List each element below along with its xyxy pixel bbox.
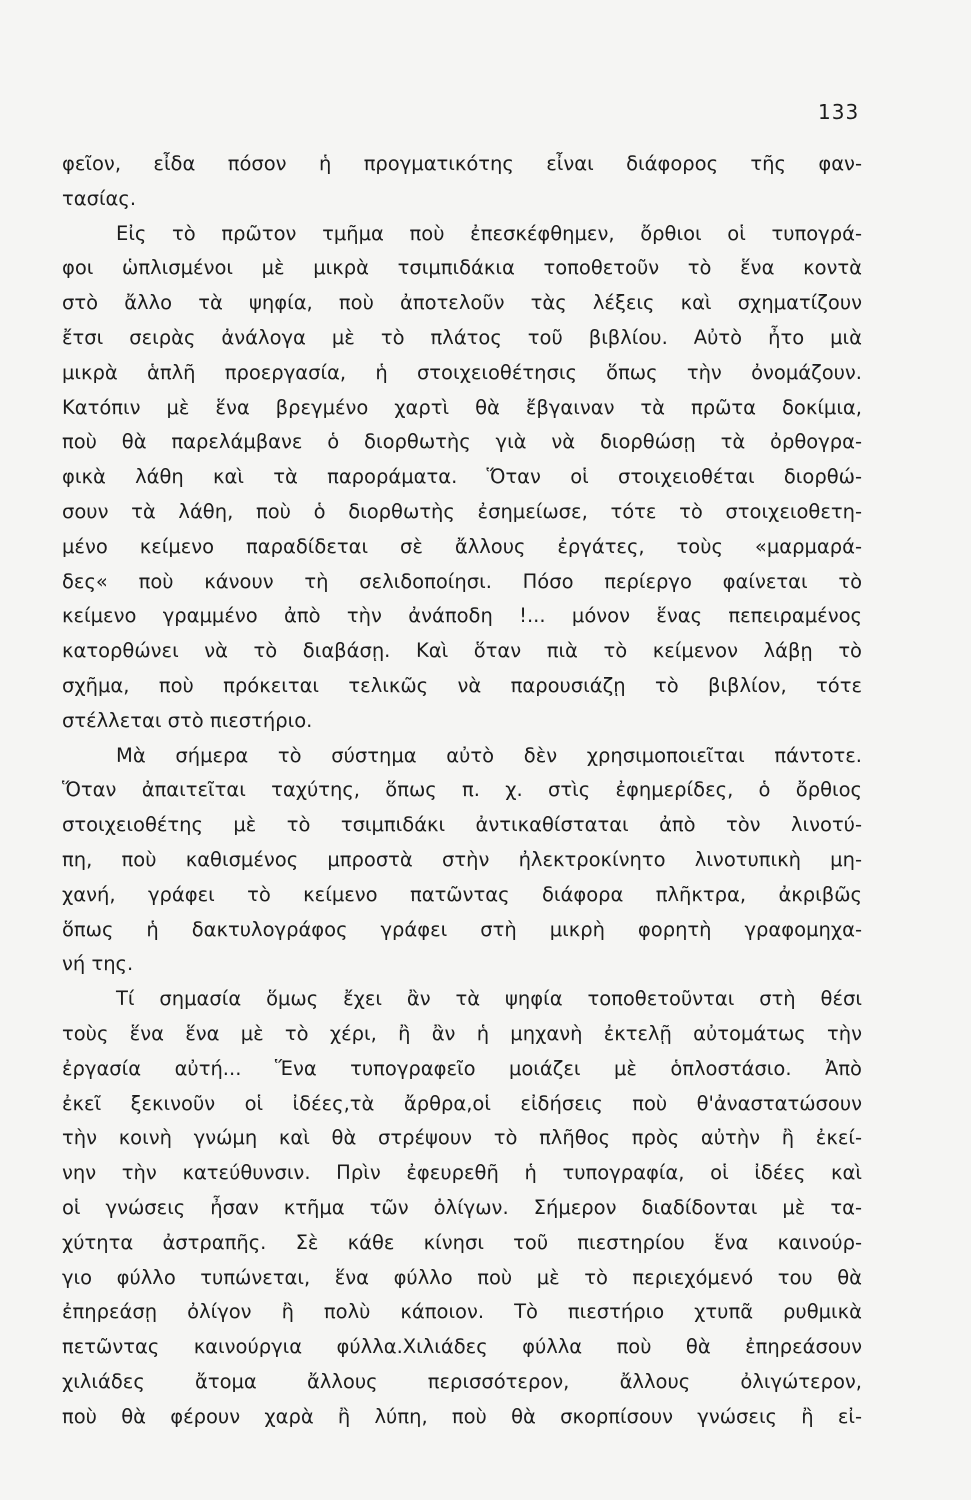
text-line: στοιχειοθέτης μὲ τὸ τσιμπιδάκι ἀντικαθίσταται ἀπὸ τὸν λινοτύ- — [62, 813, 862, 837]
text-line: ἐργασία αὐτή... Ἕνα τυπογραφεῖο μοιάζει μὲ ὁπλοστάσιο. Ἀπὸ — [62, 1056, 862, 1080]
text-line: Κατόπιν μὲ ἕνα βρεγμένο χαρτὶ θὰ ἔβγαιναν τὰ πρῶτα δοκίμια, — [62, 395, 862, 419]
text-line: στέλλεται στὸ πιεστήριο. — [62, 708, 313, 732]
text-line: οἱ γνώσεις ἦσαν κτῆμα τῶν ὀλίγων. Σήμερον διαδίδονται μὲ τα- — [62, 1195, 862, 1219]
text-line: ὅπως ἡ δακτυλογράφος γράφει στὴ μικρὴ φορητὴ γραφομηχα- — [62, 917, 862, 941]
text-line: ποὺ θὰ φέρουν χαρὰ ἢ λύπη, ποὺ θὰ σκορπίσουν γνώσεις ἢ εἰ- — [62, 1404, 862, 1428]
text-line: γιο φύλλο τυπώνεται, ἕνα φύλλο ποὺ μὲ τὸ περιεχόμενό του θὰ — [62, 1265, 862, 1289]
text-line: χανή, γράφει τὸ κείμενο πατῶντας διάφορα πλῆκτρα, ἀκριβῶς — [62, 882, 862, 906]
text-line: πη, ποὺ καθισμένος μπροστὰ στὴν ἠλεκτροκίνητο λινοτυπικὴ μη- — [62, 847, 862, 871]
text-line: φικὰ λάθη καὶ τὰ παροράματα. Ὅταν οἱ στοιχειοθέται διορθώ- — [62, 465, 862, 489]
text-line: χύτητα ἀστραπῆς. Σὲ κάθε κίνησι τοῦ πιεστηρίου ἕνα καινούρ- — [62, 1230, 862, 1254]
text-line: σουν τὰ λάθη, ποὺ ὁ διορθωτὴς ἐσημείωσε, τότε τὸ στοιχειοθετη- — [62, 499, 862, 523]
text-line: φοι ὡπλισμένοι μὲ μικρὰ τσιμπιδάκια τοποθετοῦν τὸ ἕνα κοντὰ — [62, 256, 862, 280]
text-line: Εἰς τὸ πρῶτον τμῆμα ποὺ ἐπεσκέφθημεν, ὄρθιοι οἱ τυπογρά- — [116, 221, 862, 245]
text-line: ἐπηρεάσῃ ὀλίγον ἢ πολὺ κάποιον. Τὸ πιεστήριο χτυπᾶ ρυθμικὰ — [62, 1300, 862, 1324]
text-line: δες« ποὺ κάνουν τὴ σελιδοποίησι. Πόσο περίεργο φαίνεται τὸ — [62, 569, 862, 593]
page-number: 133 — [818, 100, 860, 124]
text-line: Τί σημασία ὅμως ἔχει ἂν τὰ ψηφία τοποθετοῦνται στὴ θέσι — [116, 987, 862, 1011]
text-line: τασίας. — [62, 186, 137, 210]
text-line: τὴν κοινὴ γνώμη καὶ θὰ στρέψουν τὸ πλῆθος πρὸς αὐτὴν ἢ ἐκεί- — [62, 1126, 862, 1150]
text-line: νην τὴν κατεύθυνσιν. Πρὶν ἐφευρεθῆ ἡ τυπογραφία, οἱ ἰδέες καὶ — [62, 1161, 862, 1185]
text-line: ἐκεῖ ξεκινοῦν οἱ ἰδέες,τὰ ἄρθρα,οἱ εἰδήσεις ποὺ θ'ἀναστατώσουν — [62, 1091, 862, 1115]
body-text — [62, 147, 862, 1434]
text-line: στὸ ἄλλο τὰ ψηφία, ποὺ ἀποτελοῦν τὰς λέξεις καὶ σχηματίζουν — [62, 291, 862, 315]
text-line: πετῶντας καινούργια φύλλα.Χιλιάδες φύλλα ποὺ θὰ ἐπηρεάσουν — [62, 1335, 862, 1359]
text-line: κείμενο γραμμένο ἀπὸ τὴν ἀνάποδη !... μόνον ἕνας πεπειραμένος — [62, 604, 862, 628]
text-line: κατορθώνει νὰ τὸ διαβάσῃ. Καὶ ὅταν πιὰ τὸ κείμενον λάβῃ τὸ — [62, 639, 862, 663]
text-line: τοὺς ἕνα ἕνα μὲ τὸ χέρι, ἢ ἂν ἡ μηχανὴ ἐκτελῇ αὐτομάτως τὴν — [62, 1021, 862, 1045]
text-line: μένο κείμενο παραδίδεται σὲ ἄλλους ἐργάτες, τοὺς «μαρμαρά- — [62, 534, 862, 558]
text-line: Μὰ σήμερα τὸ σύστημα αὐτὸ δὲν χρησιμοποιεῖται πάντοτε. — [116, 743, 862, 767]
text-line: σχῆμα, ποὺ πρόκειται τελικῶς νὰ παρουσιάζῃ τὸ βιβλίον, τότε — [62, 673, 862, 697]
text-line: χιλιάδες ἄτομα ἄλλους περισσότερον, ἄλλους ὀλιγώτερον, — [62, 1369, 862, 1393]
text-line: φεῖον, εἶδα πόσον ἡ προγματικότης εἶναι διάφορος τῆς φαν- — [62, 152, 862, 175]
text-line: Ὅταν ἀπαιτεῖται ταχύτης, ὅπως π. χ. στὶς ἐφημερίδες, ὁ ὄρθιος — [62, 778, 862, 802]
text-line: ἔτσι σειρὰς ἀνάλογα μὲ τὸ πλάτος τοῦ βιβλίου. Αὐτὸ ἦτο μιὰ — [62, 325, 862, 349]
text-line: μικρὰ ἁπλῆ προεργασία, ἡ στοιχειοθέτησις ὅπως τὴν ὀνομάζουν. — [62, 360, 862, 384]
text-line: νή της. — [62, 952, 134, 976]
text-line: ποὺ θὰ παρελάμβανε ὁ διορθωτὴς γιὰ νὰ διορθώσῃ τὰ ὀρθογρα- — [62, 430, 862, 454]
